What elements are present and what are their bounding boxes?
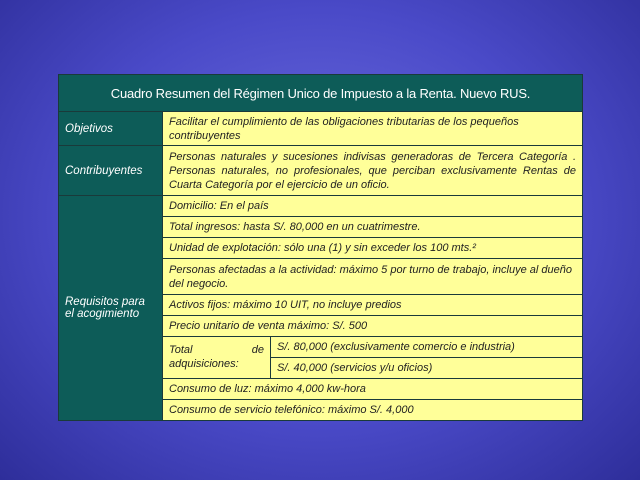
adquisiciones-label-b: de	[251, 344, 264, 356]
table-row	[59, 196, 583, 217]
adquisiciones-label-a: Total	[169, 344, 193, 356]
adquisiciones-option-1: S/. 80,000 (exclusivamente comercio e industria)	[271, 337, 583, 358]
table-row	[59, 112, 583, 146]
requisitos-label: Requisitos para el acogimiento	[59, 196, 163, 421]
requisito-item: Precio unitario de venta máximo: S/. 500	[163, 316, 583, 337]
requisito-item: Personas afectadas a la actividad: máximo 5 por turno de trabajo, incluye al dueño del negocio.	[163, 259, 583, 295]
adquisiciones-option-2: S/. 40,000 (servicios y/u oficios)	[271, 358, 583, 379]
requisito-item: Total ingresos: hasta S/. 80,000 en un cuatrimestre.	[163, 217, 583, 238]
requisito-item: Activos fijos: máximo 10 UIT, no incluye predios	[163, 295, 583, 316]
requisito-item: Consumo de servicio telefónico: máximo S/. 4,000	[163, 400, 583, 421]
requisito-item: Consumo de luz: máximo 4,000 kw-hora	[163, 379, 583, 400]
contribuyentes-value: Personas naturales y sucesiones indivisas generadoras de Tercera Categoría . Personas naturales, no profesionales, que perciban exclusivamente Rentas de Cuarta Categoría por el ejercicio de un oficio.	[163, 146, 583, 196]
objetivos-label: Objetivos	[59, 112, 163, 146]
requisito-item: Unidad de explotación: sólo una (1) y sin exceder los 100 mts.²	[163, 238, 583, 259]
adquisiciones-label	[163, 337, 271, 379]
contribuyentes-label: Contribuyentes	[59, 146, 163, 196]
table-title: Cuadro Resumen del Régimen Unico de Impuesto a la Renta. Nuevo RUS.	[59, 75, 583, 112]
table-row	[59, 146, 583, 196]
requisito-item: Domicilio: En el país	[163, 196, 583, 217]
title-row	[59, 75, 583, 112]
objetivos-value: Facilitar el cumplimiento de las obligaciones tributarias de los pequeños contribuyentes	[163, 112, 583, 146]
adquisiciones-label-c: adquisiciones:	[169, 358, 239, 370]
rus-summary-table	[58, 74, 583, 421]
